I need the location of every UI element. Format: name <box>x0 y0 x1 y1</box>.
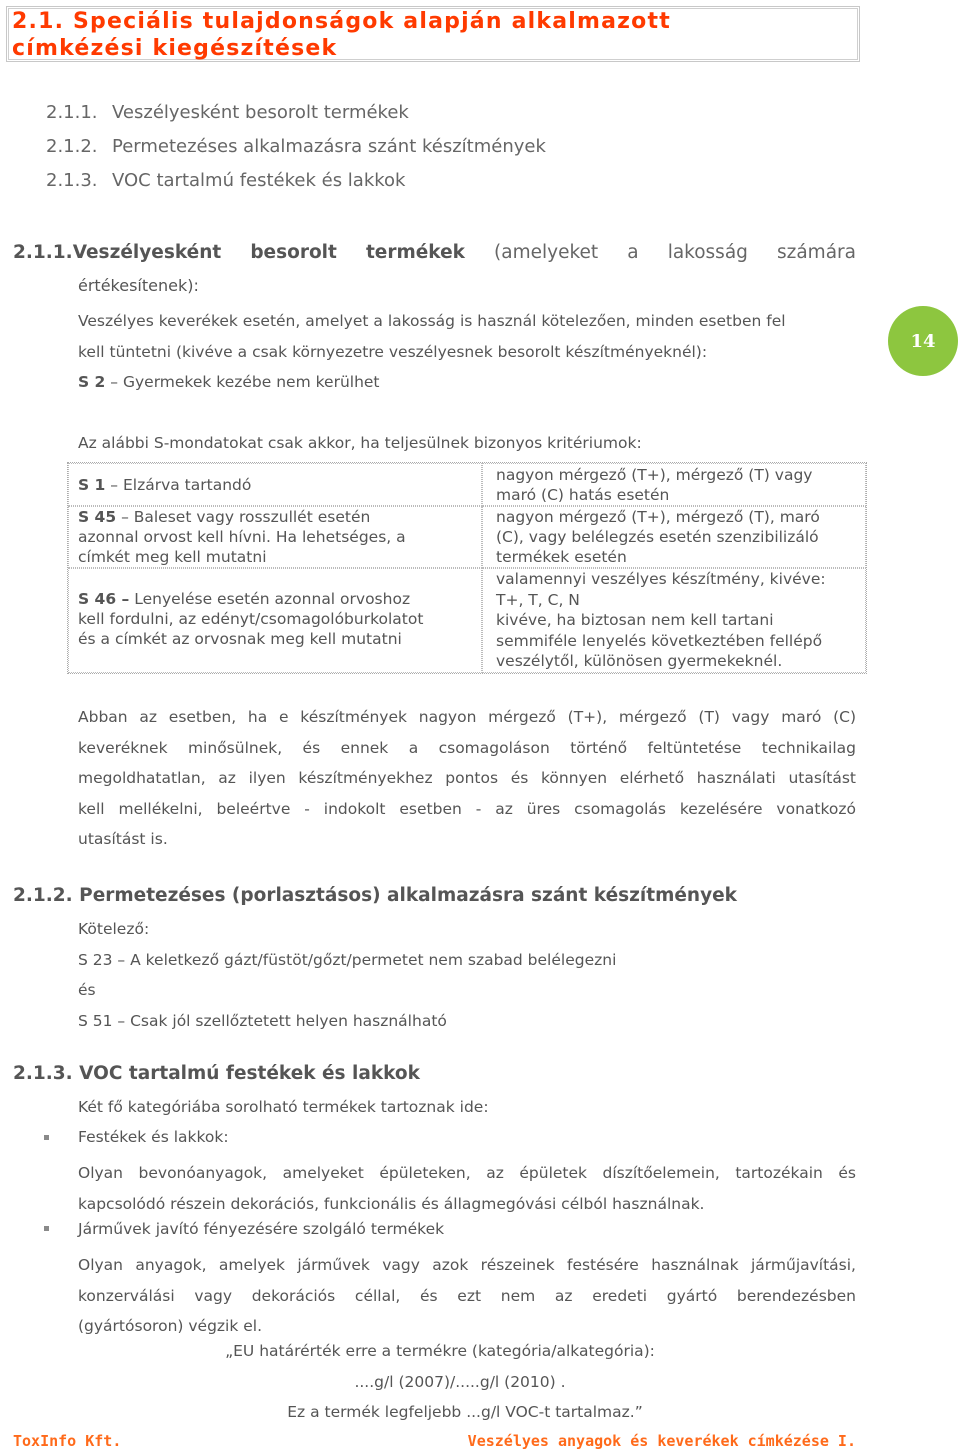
para-line: kell tüntetni (kivéve a csak környezetre veszélyesnek besorolt készítményeknél): <box>78 343 708 361</box>
s-phrase-table <box>67 462 867 674</box>
toc-item[interactable]: 2.1.1. Veszélyesként besorolt termékek <box>46 102 409 123</box>
table-of-contents <box>46 100 546 202</box>
mandatory-label: Kötelező: <box>78 920 150 938</box>
table-cell: nagyon mérgező (T+), mérgező (T), maró (C), vagy belélegzés esetén szenzibilizáló termékek esetén <box>482 506 866 568</box>
and-word: és <box>78 981 96 999</box>
s23-phrase: S 23 – A keletkező gázt/füstöt/gőzt/permetet nem szabad belélegezni <box>78 951 617 969</box>
footer-company: ToxInfo Kft. <box>13 1432 122 1450</box>
footer-doc-title: Veszélyes anyagok és keverékek címkézése I. <box>467 1432 856 1450</box>
s2-phrase: S 2 – Gyermekek kezébe nem kerülhet <box>78 373 380 391</box>
table-cell: S 46 – Lenyelése esetén azonnal orvoshoz kell fordulni, az edényt/csomagolóburkolatot és a címkét az orvosnak meg kell mutatni <box>68 568 482 673</box>
paragraph-packaging: Abban az esetben, ha e készítmények nagyon mérgező (T+), mérgező (T) vagy maró (C) keveréknek minősülnek, és ennek a csomagoláson történő feltüntetése technikailag megoldhatatlan, az ilyen készítményekhez pontos és könnyen elérhető használati utasítást kell mellékelni, beleértve - indokolt esetben - az üres csomagolás kezelésére vonatkozó utasítást is. <box>78 708 856 848</box>
table-row <box>68 568 866 673</box>
section-2-1-1-heading: 2.1.1.Veszélyesként besorolt termékek (amelyeket a lakosság számára <box>13 242 856 263</box>
toc-item[interactable]: 2.1.2. Permetezéses alkalmazásra szánt készítmények <box>46 136 546 157</box>
title-line-1: 2.1. Speciális tulajdonságok alapján alkalmazott <box>12 9 671 34</box>
toc-item[interactable]: 2.1.3. VOC tartalmú festékek és lakkok <box>46 170 406 191</box>
paints-description: Olyan bevonóanyagok, amelyeket épületeken, az épületek díszítőelemein, tartozékain és kapcsolódó részein dekorációs, funkcionális és állagmegóvási célból használnak. <box>78 1164 856 1213</box>
table-cell: S 1 – Elzárva tartandó <box>68 463 482 506</box>
table-cell: S 45 – Baleset vagy rosszullét esetén azonnal orvost kell hívni. Ha lehetséges, a címkét meg kell mutatni <box>68 506 482 568</box>
s51-phrase: S 51 – Csak jól szellőztetett helyen használható <box>78 1012 447 1030</box>
bullet-icon <box>44 1135 49 1140</box>
section-2-1-1-heading-cont: értékesítenek): <box>78 276 199 295</box>
eu-limit-quote-line: ....g/l (2007)/.....g/l (2010) . <box>354 1373 566 1391</box>
section-2-1-3-heading: 2.1.3. VOC tartalmú festékek és lakkok <box>13 1063 420 1084</box>
page-title <box>12 8 852 62</box>
table-cell: valamennyi veszélyes készítmény, kivéve: T+, T, C, N kivéve, ha biztosan nem kell tartani semmiféle lenyelés következtében fellépő veszélytől, különösen gyermekeknél. <box>482 568 866 673</box>
section-2-1-2-heading: 2.1.2. Permetezéses (porlasztásos) alkalmazásra szánt készítmények <box>13 885 737 906</box>
page-number-badge: 14 <box>888 306 958 376</box>
criteria-intro: Az alábbi S-mondatokat csak akkor, ha teljesülnek bizonyos kritériumok: <box>78 434 642 452</box>
table-cell: nagyon mérgező (T+), mérgező (T) vagy maró (C) hatás esetén <box>482 463 866 506</box>
table-row <box>68 463 866 506</box>
bullet-title-vehicles: Járművek javító fényezésére szolgáló termékek <box>78 1220 445 1238</box>
eu-limit-quote-line: Ez a termék legfeljebb ...g/l VOC-t tartalmaz.” <box>287 1403 643 1421</box>
vehicles-description: Olyan anyagok, amelyek járművek vagy azok részeinek festésére használnak járműjavítási, konzerválási vagy dekorációs céllal, és ezt nem az eredeti gyártó berendezésben (gyártósoron) végzik el. <box>78 1256 856 1335</box>
table-row <box>68 506 866 568</box>
title-line-2: címkézési kiegészítések <box>12 36 338 61</box>
voc-intro: Két fő kategóriába sorolható termékek tartoznak ide: <box>78 1098 489 1116</box>
para-line: Veszélyes keverékek esetén, amelyet a lakosság is használ kötelezően, minden esetben fel <box>78 312 786 330</box>
bullet-icon <box>44 1226 49 1231</box>
bullet-title-paints: Festékek és lakkok: <box>78 1128 229 1146</box>
eu-limit-quote-line: „EU határérték erre a termékre (kategória/alkategória): <box>225 1342 655 1360</box>
